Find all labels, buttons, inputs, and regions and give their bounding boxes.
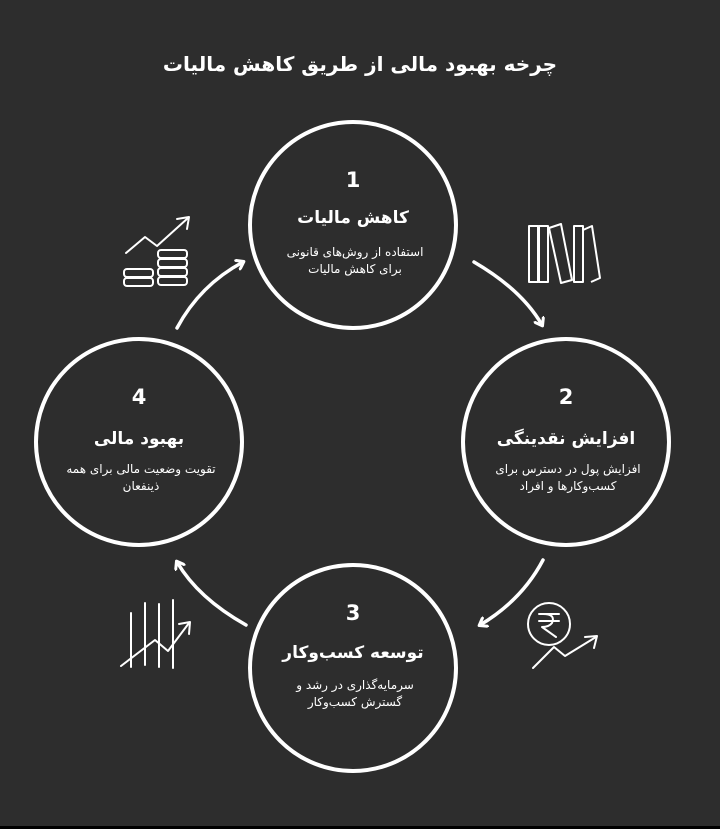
step-2-heading: افزایش نقدینگی bbox=[496, 429, 636, 449]
step-2-description: افزایش پول در دسترس برای کسب‌وکارها و افراد bbox=[495, 462, 641, 493]
step-3-description: سرمایه‌گذاری در رشد و گسترش کسب‌وکار bbox=[296, 678, 414, 709]
step-2-node bbox=[461, 337, 671, 547]
diagram-title: چرخه بهبود مالی از طریق کاهش مالیات bbox=[162, 52, 558, 76]
step-4-heading: بهبود مالی bbox=[93, 429, 185, 449]
arrow-1-to-2 bbox=[474, 262, 542, 325]
step-3-heading: توسعه کسب‌وکار bbox=[282, 643, 424, 663]
step-1-number: 1 bbox=[345, 168, 361, 192]
books-icon bbox=[529, 224, 600, 283]
step-3-node bbox=[248, 563, 458, 773]
step-1-node bbox=[248, 120, 458, 330]
step-3-number: 3 bbox=[345, 601, 361, 625]
step-4-description: تقویت وضعیت مالی برای همه ذینفعان bbox=[66, 462, 216, 493]
step-1-description: استفاده از روش‌های قانونی برای کاهش مالیات bbox=[286, 245, 424, 276]
bar-chart-growth-icon bbox=[121, 600, 190, 668]
step-2-number: 2 bbox=[558, 385, 574, 409]
arrow-2-to-3 bbox=[480, 560, 543, 625]
step-4-node bbox=[34, 337, 244, 547]
step-4-number: 4 bbox=[131, 385, 147, 409]
rupee-growth-icon bbox=[528, 603, 597, 668]
coins-growth-icon bbox=[124, 217, 189, 286]
arrow-3-to-4 bbox=[177, 562, 246, 625]
step-1-heading: کاهش مالیات bbox=[297, 208, 409, 228]
